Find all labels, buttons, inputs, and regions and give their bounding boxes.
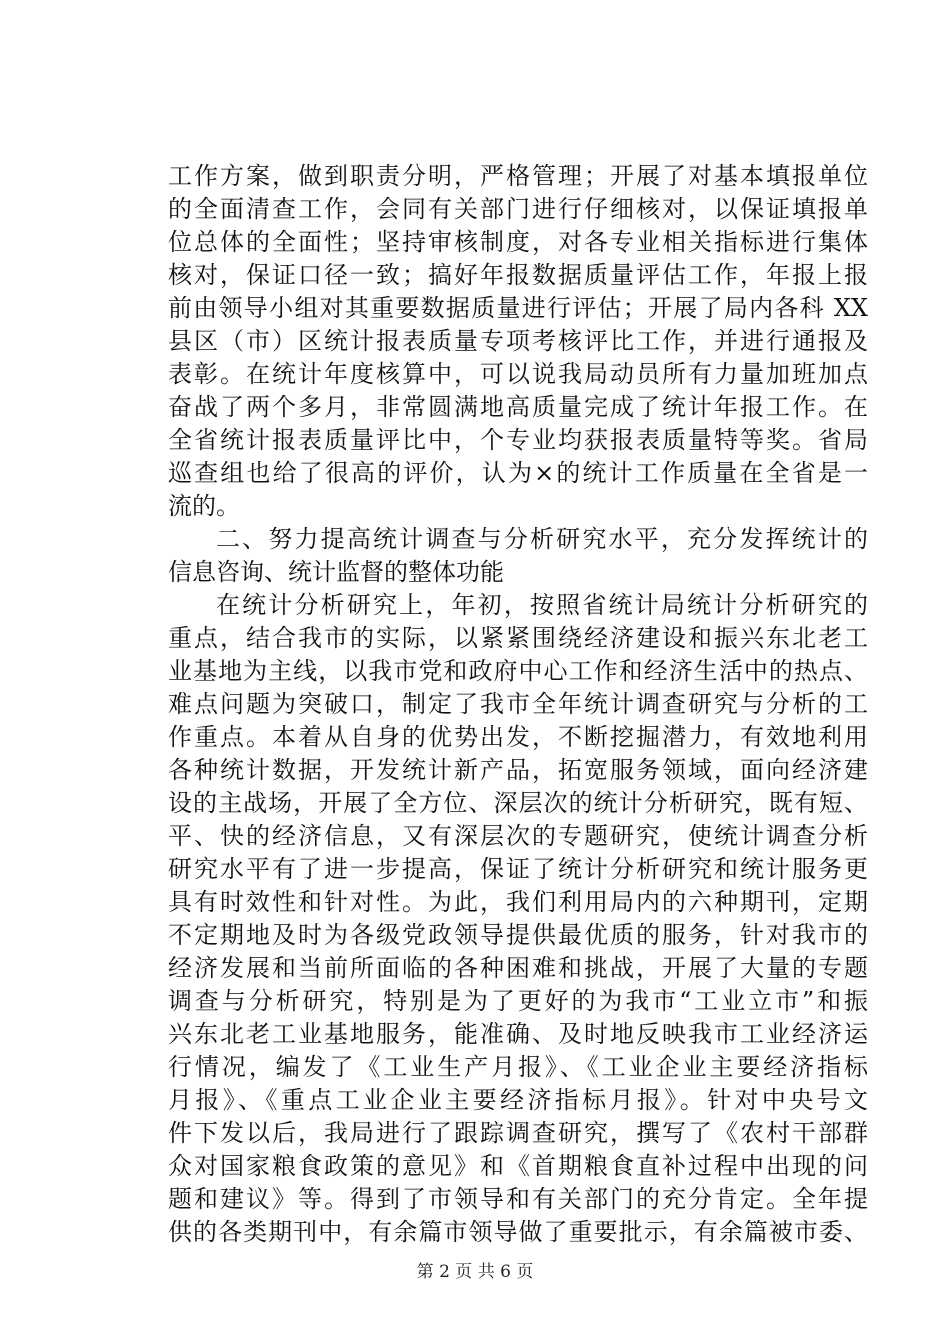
text-line: 调查与分析研究，特别是为了更好的为我市“工业立市”和振 [168,987,868,1015]
text-line: 业基地为主线，以我市党和政府中心工作和经济生活中的热点、 [168,657,868,685]
text-line: 信息咨询、统计监督的整体功能 [168,558,504,586]
page-number-label: 第 2 页 共 6 页 [416,1262,534,1282]
text-line: 工作方案，做到职责分明，严格管理；开展了对基本填报单位 [168,162,868,190]
text-line: 二、努力提高统计调查与分析研究水平，充分发挥统计的 [216,525,868,553]
text-line: 表彰。在统计年度核算中，可以说我局动员所有力量加班加点 [168,360,868,388]
text-line: 流的。 [168,492,240,520]
text-line: 的全面清查工作，会同有关部门进行仔细核对，以保证填报单 [168,195,868,223]
text-line: 供的各类期刊中，有余篇市领导做了重要批示，有余篇被市委、 [168,1218,868,1246]
document-body [168,160,868,1249]
text-line: 奋战了两个多月，非常圆满地高质量完成了统计年报工作。在 [168,393,868,421]
text-line: 件下发以后，我局进行了跟踪调查研究，撰写了《农村干部群 [168,1119,868,1147]
text-line: 各种统计数据，开发统计新产品，拓宽服务领域，面向经济建 [168,756,868,784]
text-line: 全省统计报表质量评比中，个专业均获报表质量特等奖。省局 [168,426,868,454]
text-line: 前由领导小组对其重要数据质量进行评估；开展了局内各科 XX [168,294,868,322]
text-line: 题和建议》等。得到了市领导和有关部门的充分肯定。全年提 [168,1185,868,1213]
text-line: 在统计分析研究上，年初，按照省统计局统计分析研究的 [216,591,868,619]
text-line: 行情况，编发了《工业生产月报》、《工业企业主要经济指标 [168,1053,868,1081]
text-line: 位总体的全面性；坚持审核制度，对各专业相关指标进行集体 [168,228,868,256]
text-line: 具有时效性和针对性。为此，我们利用局内的六种期刊，定期 [168,888,868,916]
text-line: 重点，结合我市的实际，以紧紧围绕经济建设和振兴东北老工 [168,624,868,652]
text-line: 作重点。本着从自身的优势出发，不断挖掘潜力，有效地利用 [168,723,868,751]
text-line: 核对，保证口径一致；搞好年报数据质量评估工作，年报上报 [168,261,868,289]
text-line: 不定期地及时为各级党政领导提供最优质的服务，针对我市的 [168,921,868,949]
text-line: 设的主战场，开展了全方位、深层次的统计分析研究，既有短、 [168,789,868,817]
text-line: 经济发展和当前所面临的各种困难和挑战，开展了大量的专题 [168,954,868,982]
text-line: 众对国家粮食政策的意见》和《首期粮食直补过程中出现的问 [168,1152,868,1180]
text-line: 难点问题为突破口，制定了我市全年统计调查研究与分析的工 [168,690,868,718]
text-line: 兴东北老工业基地服务，能准确、及时地反映我市工业经济运 [168,1020,868,1048]
text-line: 平、快的经济信息，又有深层次的专题研究，使统计调查分析 [168,822,868,850]
page-footer [0,1262,950,1282]
text-line: 研究水平有了进一步提高，保证了统计分析研究和统计服务更 [168,855,868,883]
text-line: 巡查组也给了很高的评价，认为×的统计工作质量在全省是一 [168,459,868,487]
text-line: 县区（市）区统计报表质量专项考核评比工作，并进行通报及 [168,327,868,355]
text-line: 月报》、《重点工业企业主要经济指标月报》。针对中央号文 [168,1086,868,1114]
